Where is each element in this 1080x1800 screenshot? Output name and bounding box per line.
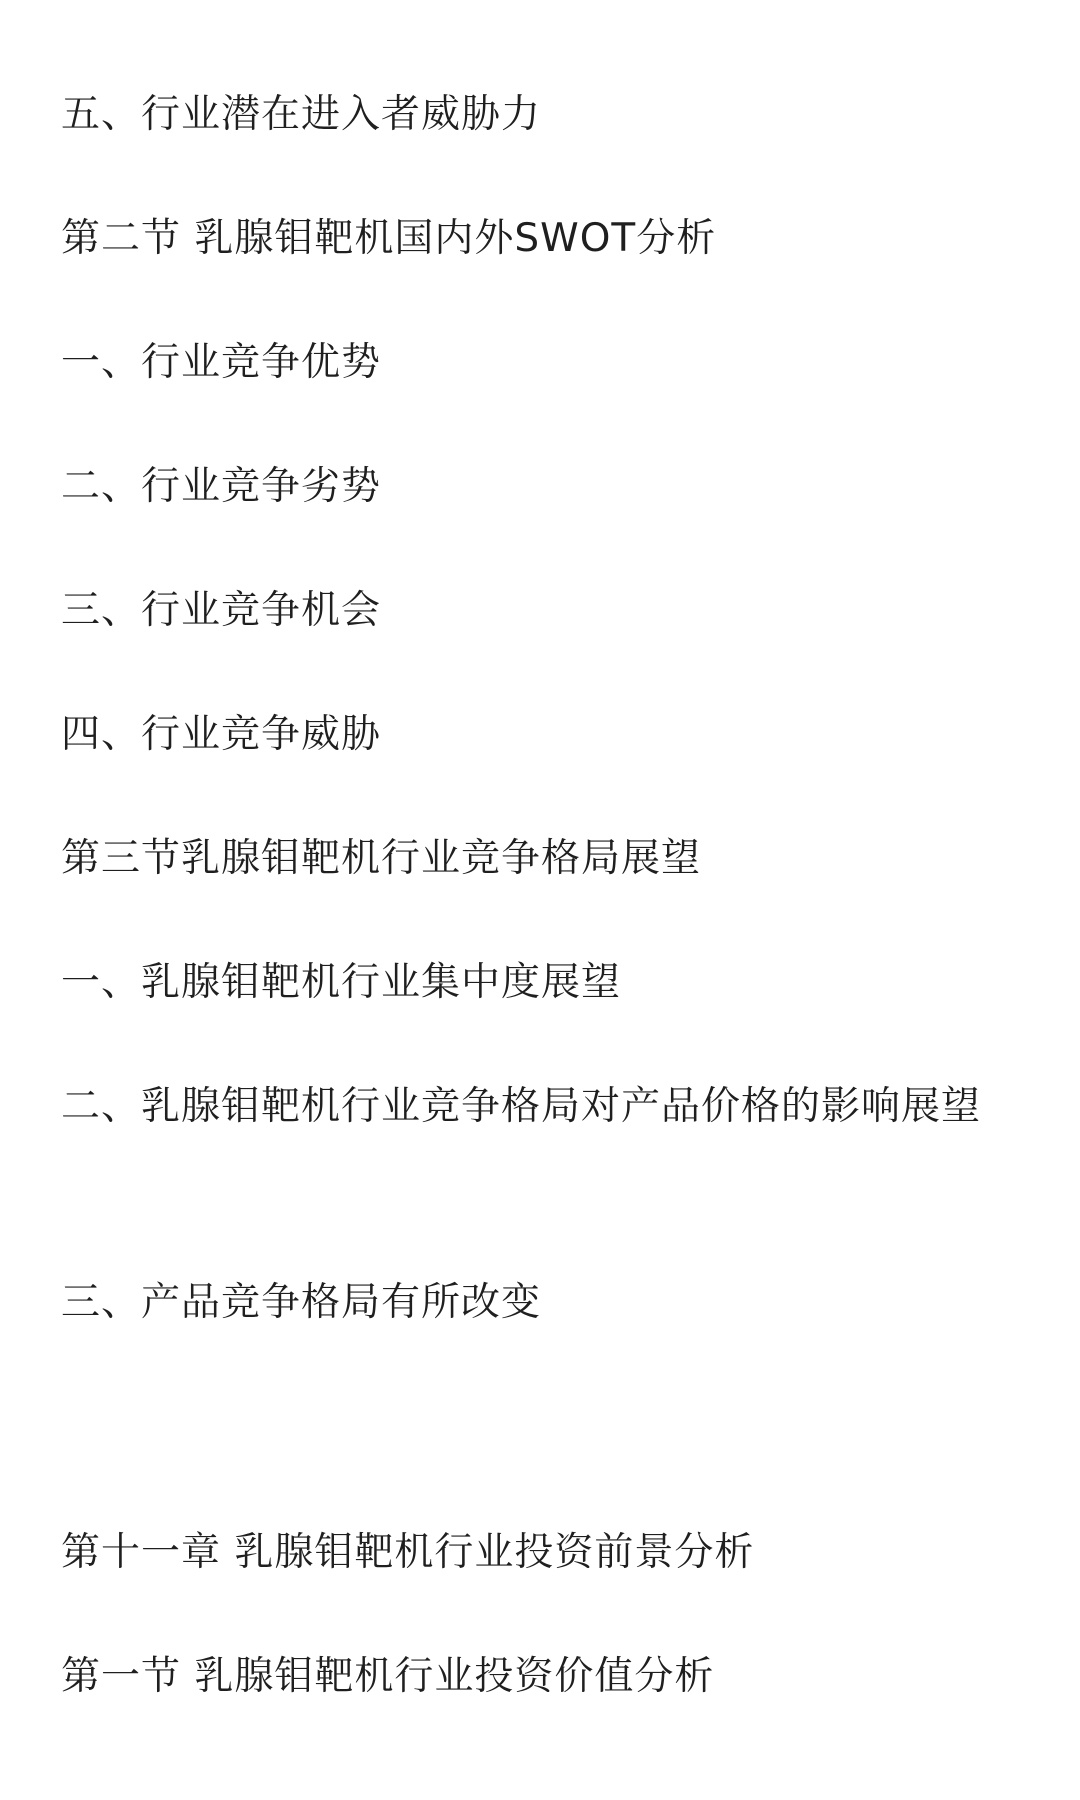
toc-item-3-opportunities: 三、行业竞争机会 — [61, 588, 382, 633]
section-2-swot-heading: 第二节 乳腺钼靶机国内外SWOT分析 — [61, 216, 717, 261]
toc-item-2-weaknesses: 二、行业竞争劣势 — [61, 464, 382, 509]
toc-item-3-landscape-change: 三、产品竞争格局有所改变 — [61, 1280, 542, 1325]
section-3-outlook-heading: 第三节乳腺钼靶机行业竞争格局展望 — [61, 836, 702, 881]
toc-item-2-price-impact: 二、乳腺钼靶机行业竞争格局对产品价格的影响展望 — [61, 1084, 982, 1129]
toc-item-1-strengths: 一、行业竞争优势 — [61, 340, 382, 385]
section-1-investment-value-heading: 第一节 乳腺钼靶机行业投资价值分析 — [61, 1654, 715, 1699]
chapter-11-heading: 第十一章 乳腺钼靶机行业投资前景分析 — [61, 1530, 755, 1575]
toc-item-5-entrant-threat: 五、行业潜在进入者威胁力 — [61, 92, 542, 137]
toc-item-1-concentration: 一、乳腺钼靶机行业集中度展望 — [61, 960, 622, 1005]
toc-item-4-threats: 四、行业竞争威胁 — [61, 712, 382, 757]
